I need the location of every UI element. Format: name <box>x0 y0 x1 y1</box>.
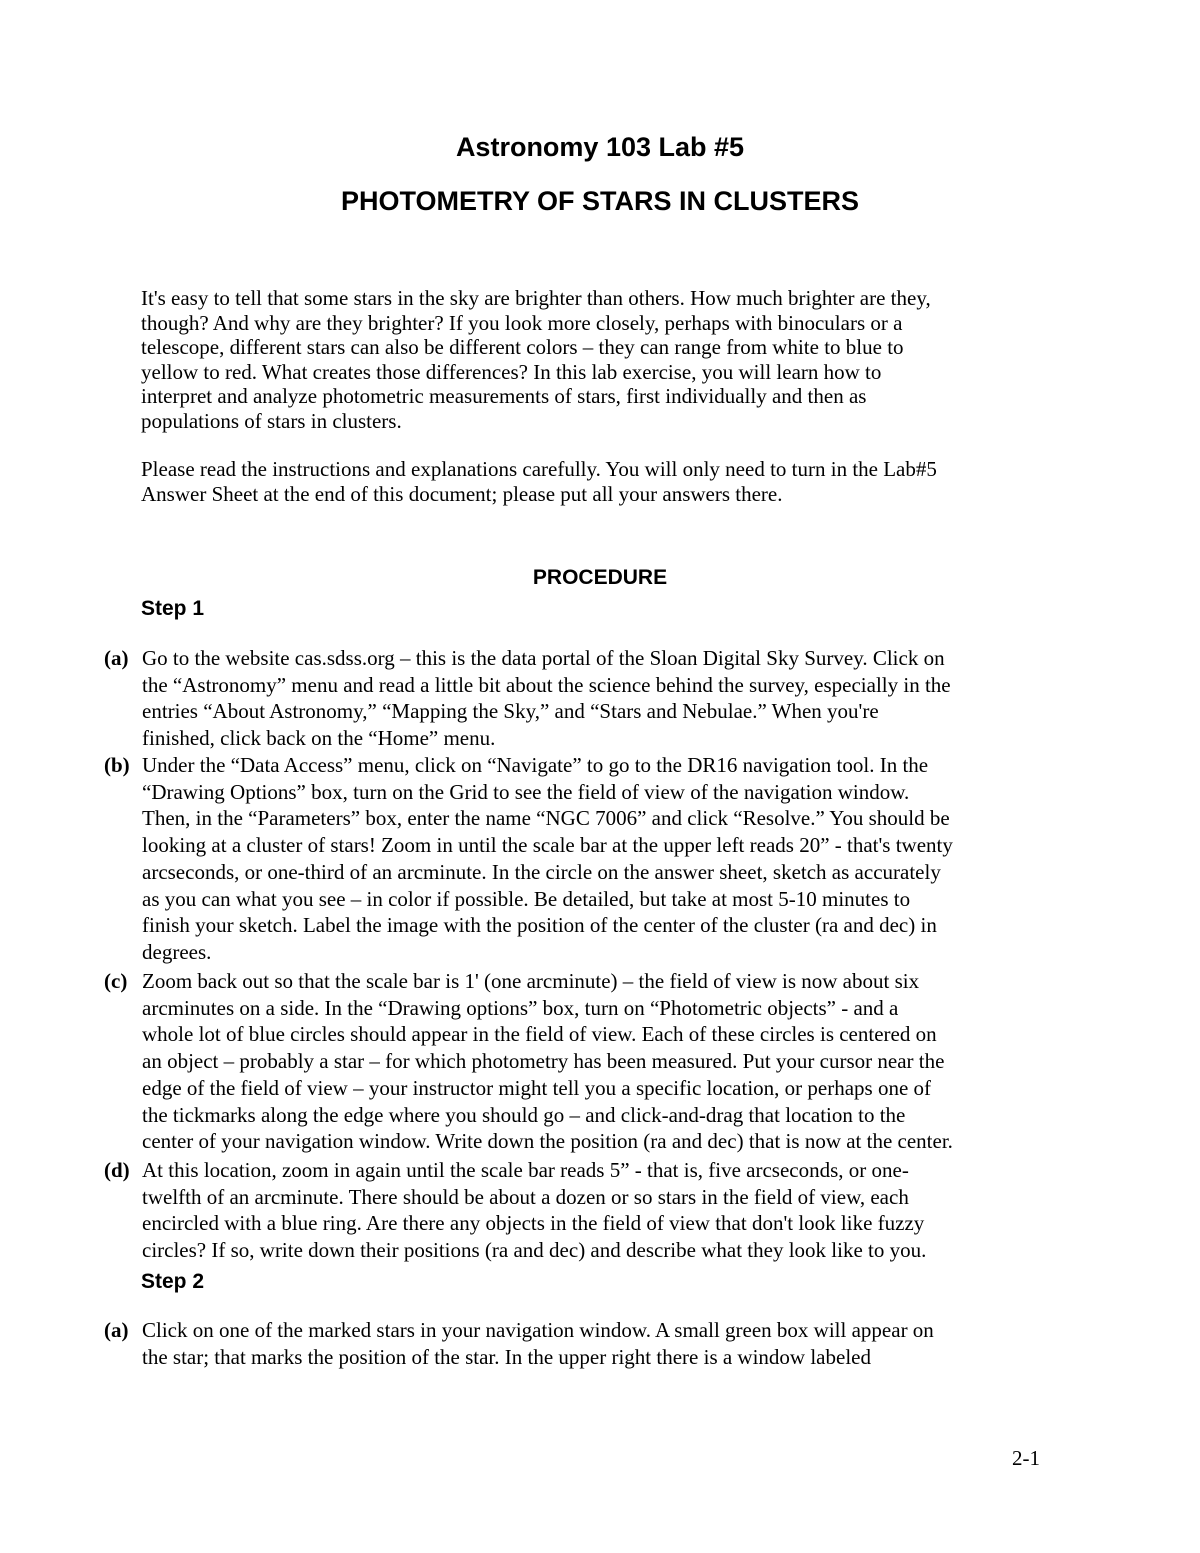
item-body <box>142 968 953 1155</box>
item-line: At this location, zoom in again until the scale bar reads 5” - that is, five arcseconds, or one- <box>142 1158 909 1182</box>
item-line: finished, click back on the “Home” menu. <box>142 726 496 751</box>
page-number: 2-1 <box>1012 1446 1040 1470</box>
item-line: the star; that marks the position of the star. In the upper right there is a window labeled <box>142 1344 871 1369</box>
intro-paragraph-2 <box>141 457 1081 506</box>
paragraph-line: interpret and analyze photometric measurements of stars, first individually and then as <box>141 384 867 409</box>
item-body <box>142 1157 926 1264</box>
paragraph-line: populations of stars in clusters. <box>141 408 402 433</box>
item-line: an object – probably a star – for which photometry has been measured. Put your cursor near the <box>142 1049 945 1074</box>
step-2-heading: Step 2 <box>141 1270 205 1293</box>
item-marker: (c) <box>104 969 128 993</box>
item-body <box>142 752 953 966</box>
item-line: arcseconds, or one-third of an arcminute. In the circle on the answer sheet, sketch as accurately <box>142 859 941 884</box>
item-line: Then, in the “Parameters” box, enter the name “NGC 7006” and click “Resolve.” You should be <box>142 806 950 831</box>
step-1-heading: Step 1 <box>141 597 205 620</box>
item-line: Zoom back out so that the scale bar is 1' (one arcminute) – the field of view is now about six <box>142 969 920 993</box>
item-line: edge of the field of view – your instructor might tell you a specific location, or perhaps one of <box>142 1075 932 1100</box>
paragraph-line: yellow to red. What creates those differences? In this lab exercise, you will learn how to <box>141 359 882 384</box>
item-line: Under the “Data Access” menu, click on “Navigate” to go to the DR16 navigation tool. In the <box>142 753 929 777</box>
item-line: encircled with a blue ring. Are there any objects in the field of view that don't look like fuzzy <box>142 1211 925 1236</box>
item-line: whole lot of blue circles should appear in the field of view. Each of these circles is centered on <box>142 1022 937 1047</box>
item-line: degrees. <box>142 939 212 964</box>
item-marker: (b) <box>104 753 130 777</box>
item-line: entries “About Astronomy,” “Mapping the Sky,” and “Stars and Nebulae.” When you're <box>142 699 879 724</box>
item-marker: (d) <box>104 1158 130 1182</box>
document-subtitle: PHOTOMETRY OF STARS IN CLUSTERS <box>340 186 860 216</box>
item-marker: (a) <box>104 1318 129 1342</box>
item-line: center of your navigation window. Write down the position (ra and dec) that is now at the center. <box>142 1129 953 1154</box>
item-line: the “Astronomy” menu and read a little bit about the science behind the survey, especially in the <box>142 672 951 697</box>
paragraph-line: Please read the instructions and explanations carefully. You will only need to turn in the Lab#5 <box>141 457 937 481</box>
document-title: Astronomy 103 Lab #5 <box>455 132 745 162</box>
paragraph-line: Answer Sheet at the end of this document; please put all your answers there. <box>141 481 783 506</box>
intro-paragraph-1 <box>141 286 1081 434</box>
paragraph-line: It's easy to tell that some stars in the sky are brighter than others. How much brighter are they, <box>141 286 931 310</box>
procedure-heading: PROCEDURE <box>532 566 668 589</box>
item-body <box>142 1317 934 1370</box>
item-line: as you can what you see – in color if possible. Be detailed, but take at most 5-10 minutes to <box>142 886 911 911</box>
item-line: Go to the website cas.sdss.org – this is the data portal of the Sloan Digital Sky Survey. Click on <box>142 646 945 670</box>
item-line: twelfth of an arcminute. There should be about a dozen or so stars in the field of view, each <box>142 1184 909 1209</box>
item-line: looking at a cluster of stars! Zoom in until the scale bar at the upper left reads 20” - that's twenty <box>142 833 953 858</box>
item-line: the tickmarks along the edge where you should go – and click-and-drag that location to the <box>142 1102 906 1127</box>
item-line: arcminutes on a side. In the “Drawing options” box, turn on “Photometric objects” - and a <box>142 995 899 1020</box>
item-line: Click on one of the marked stars in your navigation window. A small green box will appear on <box>142 1318 934 1342</box>
paragraph-line: telescope, different stars can also be different colors – they can range from white to blue to <box>141 335 904 360</box>
item-marker: (a) <box>104 646 129 670</box>
item-line: finish your sketch. Label the image with the position of the center of the cluster (ra and dec) in <box>142 913 937 938</box>
item-line: “Drawing Options” box, turn on the Grid to see the field of view of the navigation window. <box>142 779 910 804</box>
paragraph-line: though? And why are they brighter? If you look more closely, perhaps with binoculars or a <box>141 310 903 335</box>
item-line: circles? If so, write down their positions (ra and dec) and describe what they look like to you. <box>142 1238 927 1263</box>
item-body <box>142 645 951 752</box>
